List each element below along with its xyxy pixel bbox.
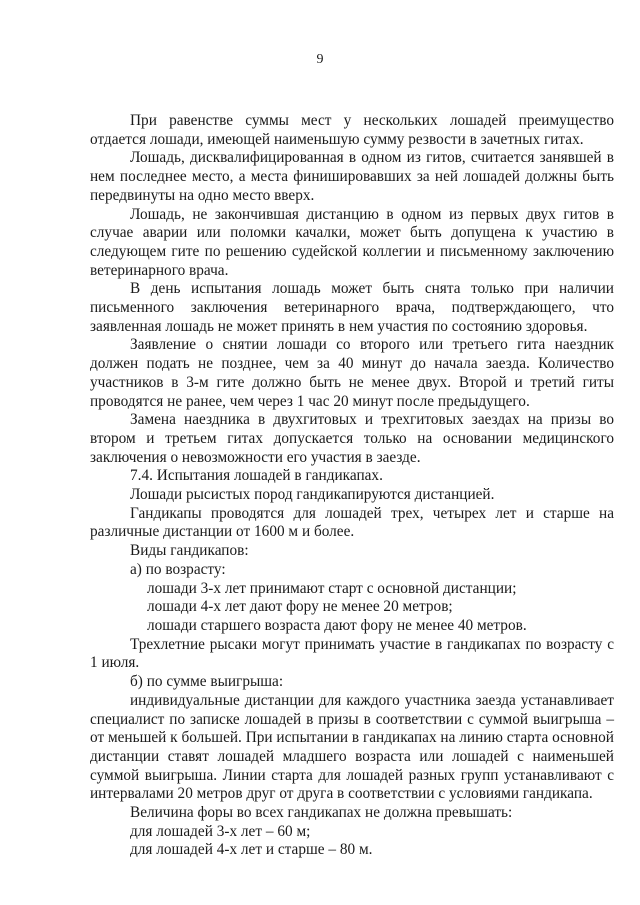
- paragraph: Лошадь, дисквалифицированная в одном из гитов, считается занявшей в нем последнее место, а места финишировавших за ней лошадей должны быть передвинуты на одно место вверх.: [90, 149, 614, 204]
- paragraph: Величина форы во всех гандикапах не должна превышать:: [130, 804, 513, 822]
- paragraph: Заявление о снятии лошади со второго или третьего гита наездник должен подать не позднее, чем за 40 минут до начала заезда. Количество участников в 3-м гите должно быть не менее двух. Второй и третий гиты проводятся не ранее, чем через 1 час 20 минут после предыдущего.: [90, 336, 614, 410]
- paragraph: Трехлетние рысаки могут принимать участие в гандикапах по возрасту с 1 июля.: [90, 635, 614, 672]
- paragraph: При равенстве суммы мест у нескольких лошадей преимущество отдается лошади, имеющей наименьшую сумму резвости в зачетных гитах.: [90, 112, 614, 148]
- list-item: для лошадей 3-х лет – 60 м;: [130, 822, 311, 840]
- list-item: лошади старшего возраста дают фору не менее 40 метров.: [147, 616, 527, 634]
- list-item: для лошадей 4-х лет и старше – 80 м.: [130, 841, 373, 859]
- document-body: [90, 112, 614, 860]
- paragraph: 7.4. Испытания лошадей в гандикапах.: [130, 467, 383, 485]
- paragraph: Замена наездника в двухгитовых и трехгитовых заездах на призы во втором и третьем гитах допускается только на основании медицинского заключения о невозможности его участия в заезде.: [90, 411, 614, 466]
- page-number: 9: [316, 52, 324, 67]
- paragraph: б) по сумме выигрыша:: [130, 673, 284, 691]
- paragraph: Лошадь, не закончившая дистанцию в одном из первых двух гитов в случае аварии или поломки качалки, может быть допущена к участию в следующем гите по решению судейской коллегии и письменному заключению ветеринарного врача.: [90, 205, 614, 279]
- paragraph: В день испытания лошадь может быть снята только при наличии письменного заключения ветеринарного врача, подтверждающего, что заявленная лошадь не может принять в нем участия по состоянию здоровья.: [90, 280, 614, 335]
- paragraph: а) по возрасту:: [130, 560, 226, 578]
- paragraph: Гандикапы проводятся для лошадей трех, четырех лет и старше на различные дистанции от 1600 м и более.: [90, 504, 614, 541]
- paragraph: Виды гандикапов:: [130, 542, 249, 560]
- paragraph: Лошади рысистых пород гандикапируются дистанцией.: [130, 486, 495, 504]
- paragraph: индивидуальные дистанции для каждого участника заезда устанавливает специалист по записке лошадей в призы в соответствии с суммой выигрыша – от меньшей к большей. При испытании в гандикапах на линию старта основной дистанции ставят лошадей младшего возраста или лошадей с наименьшей суммой выигрыша. Линии старта для лошадей разных групп устанавливают с интервалами 20 метров друг от друга в соответствии с условиями гандикапа.: [90, 691, 614, 803]
- list-item: лошади 3-х лет принимают старт с основной дистанции;: [147, 579, 517, 597]
- list-item: лошади 4-х лет дают фору не менее 20 метров;: [147, 598, 453, 616]
